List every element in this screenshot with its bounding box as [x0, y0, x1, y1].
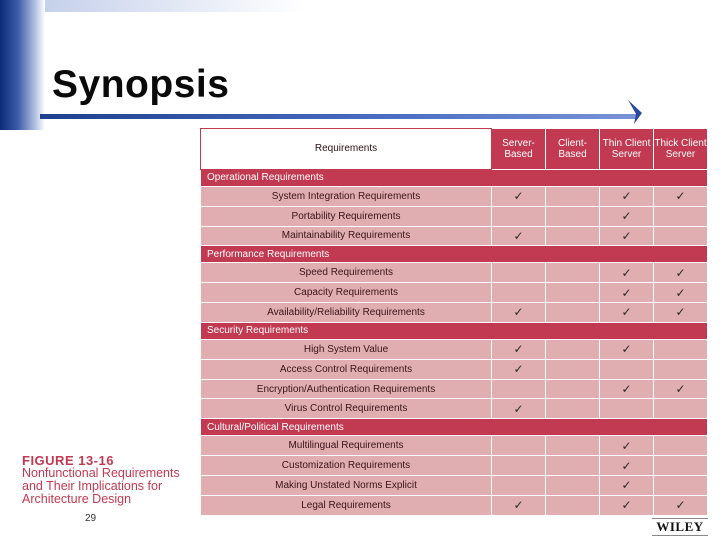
- requirement-label: Capacity Requirements: [201, 283, 492, 303]
- check-cell: [492, 263, 546, 283]
- check-cell: [600, 339, 654, 359]
- check-cell: [492, 495, 546, 515]
- check-cell: [546, 359, 600, 379]
- left-gradient-strip: [0, 0, 45, 130]
- table-header-cell: Client-Based: [546, 129, 600, 170]
- table-header-row: [201, 129, 708, 170]
- checkmark-icon: ✓: [675, 189, 686, 204]
- table-row: [201, 206, 708, 226]
- section-header-row: [201, 419, 708, 436]
- check-cell: [546, 206, 600, 226]
- table-header-cell: Server-Based: [492, 129, 546, 170]
- requirement-label: Maintainability Requirements: [201, 226, 492, 246]
- table-row: [201, 399, 708, 419]
- checkmark-icon: ✓: [621, 458, 632, 473]
- check-cell: [654, 476, 708, 496]
- checkmark-icon: ✓: [621, 498, 632, 513]
- check-cell: [654, 186, 708, 206]
- table-row: [201, 263, 708, 283]
- check-cell: [654, 303, 708, 323]
- check-cell: [600, 436, 654, 456]
- check-cell: [600, 303, 654, 323]
- table-row: [201, 303, 708, 323]
- checkmark-icon: ✓: [513, 228, 524, 243]
- check-cell: [600, 399, 654, 419]
- section-title: Performance Requirements: [201, 246, 708, 263]
- check-cell: [492, 359, 546, 379]
- check-cell: [546, 495, 600, 515]
- checkmark-icon: ✓: [675, 285, 686, 300]
- top-gradient-strip: [45, 0, 305, 12]
- check-cell: [600, 206, 654, 226]
- checkmark-icon: ✓: [513, 362, 524, 377]
- section-title: Operational Requirements: [201, 169, 708, 186]
- checkmark-icon: ✓: [621, 209, 632, 224]
- checkmark-icon: ✓: [513, 342, 524, 357]
- checkmark-icon: ✓: [675, 265, 686, 280]
- table-header-cell: Requirements: [201, 129, 492, 170]
- check-cell: [600, 263, 654, 283]
- wiley-logo: WILEY: [652, 518, 708, 536]
- check-cell: [492, 283, 546, 303]
- check-cell: [654, 456, 708, 476]
- check-cell: [492, 399, 546, 419]
- check-cell: [654, 379, 708, 399]
- check-cell: [492, 303, 546, 323]
- section-header-row: [201, 246, 708, 263]
- check-cell: [492, 436, 546, 456]
- checkmark-icon: ✓: [675, 382, 686, 397]
- check-cell: [600, 186, 654, 206]
- check-cell: [600, 379, 654, 399]
- requirement-label: Availability/Reliability Requirements: [201, 303, 492, 323]
- title-underline-rule: [40, 114, 636, 119]
- checkmark-icon: ✓: [621, 265, 632, 280]
- checkmark-icon: ✓: [513, 498, 524, 513]
- check-cell: [546, 283, 600, 303]
- check-cell: [492, 456, 546, 476]
- check-cell: [654, 436, 708, 456]
- checkmark-icon: ✓: [513, 401, 524, 416]
- section-title: Cultural/Political Requirements: [201, 419, 708, 436]
- slide-title: Synopsis: [52, 63, 230, 106]
- page-number: 29: [85, 513, 97, 524]
- check-cell: [600, 283, 654, 303]
- table-row: [201, 495, 708, 515]
- requirement-label: Encryption/Authentication Requirements: [201, 379, 492, 399]
- requirement-label: Speed Requirements: [201, 263, 492, 283]
- checkmark-icon: ✓: [621, 305, 632, 320]
- check-cell: [654, 359, 708, 379]
- table-row: [201, 226, 708, 246]
- check-cell: [492, 379, 546, 399]
- checkmark-icon: ✓: [513, 305, 524, 320]
- requirement-label: Multilingual Requirements: [201, 436, 492, 456]
- check-cell: [654, 206, 708, 226]
- checkmark-icon: ✓: [621, 382, 632, 397]
- requirements-table: [200, 128, 708, 516]
- requirement-label: Portability Requirements: [201, 206, 492, 226]
- check-cell: [546, 456, 600, 476]
- check-cell: [600, 476, 654, 496]
- check-cell: [654, 226, 708, 246]
- check-cell: [546, 226, 600, 246]
- table-header-cell: Thin Client Server: [600, 129, 654, 170]
- table-header-cell: Thick Client Server: [654, 129, 708, 170]
- check-cell: [546, 303, 600, 323]
- checkmark-icon: ✓: [621, 285, 632, 300]
- requirement-label: Customization Requirements: [201, 456, 492, 476]
- check-cell: [546, 263, 600, 283]
- check-cell: [600, 359, 654, 379]
- table-row: [201, 359, 708, 379]
- figure-caption: [22, 454, 192, 506]
- check-cell: [600, 226, 654, 246]
- table-row: [201, 436, 708, 456]
- check-cell: [492, 206, 546, 226]
- check-cell: [654, 399, 708, 419]
- check-cell: [654, 495, 708, 515]
- check-cell: [654, 339, 708, 359]
- check-cell: [492, 226, 546, 246]
- check-cell: [654, 263, 708, 283]
- section-header-row: [201, 169, 708, 186]
- requirement-label: Access Control Requirements: [201, 359, 492, 379]
- table-row: [201, 186, 708, 206]
- checkmark-icon: ✓: [621, 189, 632, 204]
- check-cell: [546, 186, 600, 206]
- checkmark-icon: ✓: [621, 438, 632, 453]
- check-cell: [546, 476, 600, 496]
- checkmark-icon: ✓: [621, 342, 632, 357]
- section-header-row: [201, 322, 708, 339]
- checkmark-icon: ✓: [513, 189, 524, 204]
- check-cell: [546, 399, 600, 419]
- requirement-label: System Integration Requirements: [201, 186, 492, 206]
- checkmark-icon: ✓: [675, 305, 686, 320]
- check-cell: [600, 456, 654, 476]
- check-cell: [654, 283, 708, 303]
- check-cell: [546, 436, 600, 456]
- checkmark-icon: ✓: [621, 228, 632, 243]
- section-title: Security Requirements: [201, 322, 708, 339]
- requirement-label: Making Unstated Norms Explicit: [201, 476, 492, 496]
- check-cell: [492, 186, 546, 206]
- requirement-label: Legal Requirements: [201, 495, 492, 515]
- checkmark-icon: ✓: [675, 498, 686, 513]
- check-cell: [492, 476, 546, 496]
- check-cell: [546, 379, 600, 399]
- requirement-label: Virus Control Requirements: [201, 399, 492, 419]
- table-row: [201, 283, 708, 303]
- check-cell: [492, 339, 546, 359]
- table-row: [201, 456, 708, 476]
- check-cell: [600, 495, 654, 515]
- table-row: [201, 339, 708, 359]
- figure-label: FIGURE 13-16: [22, 453, 114, 468]
- figure-caption-text: Nonfunctional Requirements and Their Implications for Architecture Design: [22, 466, 180, 506]
- checkmark-icon: ✓: [621, 478, 632, 493]
- table-row: [201, 379, 708, 399]
- table-row: [201, 476, 708, 496]
- requirement-label: High System Value: [201, 339, 492, 359]
- check-cell: [546, 339, 600, 359]
